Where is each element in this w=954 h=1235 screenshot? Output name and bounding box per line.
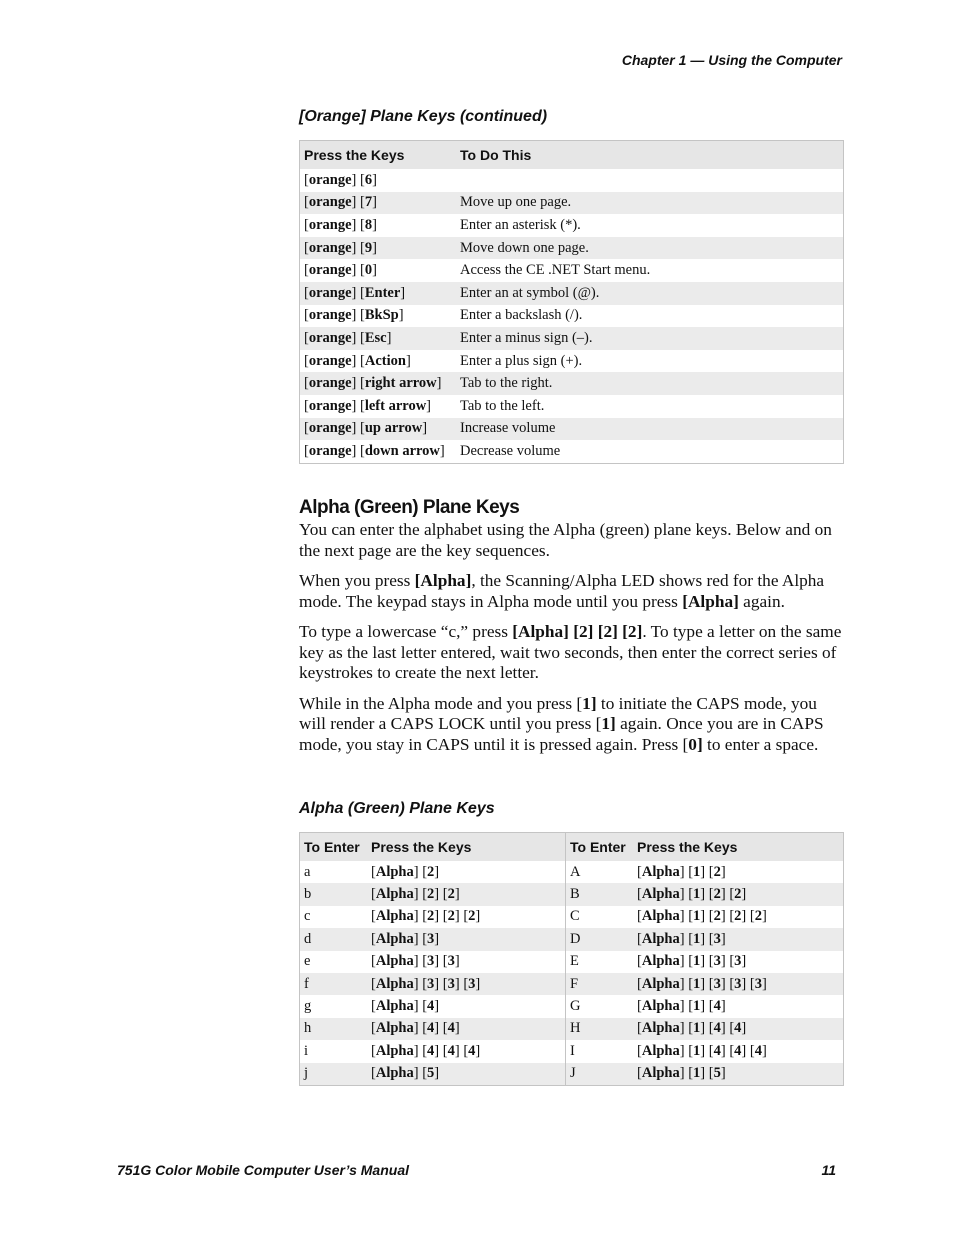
uppercase-keys-cell: [Alpha] [1] [4] bbox=[637, 998, 726, 1015]
action-cell: Enter a plus sign (+). bbox=[460, 352, 583, 369]
table-row bbox=[300, 1040, 844, 1062]
table-row bbox=[300, 327, 844, 350]
column-header-keys-lower: Press the Keys bbox=[367, 833, 566, 862]
action-cell: Increase volume bbox=[456, 418, 844, 441]
key-name: Alpha bbox=[375, 908, 414, 925]
key-name: 4 bbox=[713, 998, 721, 1015]
uppercase-letter-cell: J bbox=[566, 1063, 634, 1086]
table-row bbox=[300, 169, 844, 192]
running-head: Chapter 1 — Using the Computer bbox=[621, 52, 842, 68]
key-name: 7 bbox=[364, 194, 373, 211]
key-name: orange bbox=[308, 284, 352, 301]
action-cell: Move up one page. bbox=[456, 192, 844, 215]
key-name: 2 bbox=[447, 908, 455, 925]
uppercase-keys-cell: [Alpha] [1] [2] [2] [2] bbox=[637, 908, 767, 925]
key-name: 3 bbox=[427, 975, 435, 992]
action-cell: Enter an asterisk (*). bbox=[460, 216, 581, 233]
uppercase-letter-cell: H bbox=[566, 1018, 634, 1040]
key-name: Alpha bbox=[375, 1042, 414, 1059]
key-name: orange bbox=[308, 352, 352, 369]
key-combo-cell: [orange] [BkSp] bbox=[304, 307, 404, 324]
lowercase-keys-cell: [Alpha] [2] bbox=[367, 861, 566, 883]
key-name: 1 bbox=[693, 1020, 701, 1037]
table-row bbox=[300, 259, 844, 282]
key-name: Alpha bbox=[641, 886, 680, 903]
action-cell: Tab to the right. bbox=[456, 372, 844, 395]
uppercase-keys-cell: [Alpha] [1] [3] [3] bbox=[637, 953, 747, 970]
key-name: 3 bbox=[447, 975, 455, 992]
key-name: Alpha bbox=[375, 998, 414, 1015]
key-name: 4 bbox=[427, 1042, 435, 1059]
key-name: left arrow bbox=[364, 397, 427, 414]
key-name: 6 bbox=[364, 171, 373, 188]
lowercase-keys-cell: [Alpha] [2] [2] [2] bbox=[367, 906, 566, 928]
column-header-enter-lower: To Enter bbox=[300, 833, 368, 862]
key-name: Alpha bbox=[375, 886, 414, 903]
key-combo-cell: [orange] [7] bbox=[300, 192, 457, 215]
uppercase-letter-cell: F bbox=[566, 973, 634, 995]
lowercase-keys-cell: [Alpha] [4] bbox=[367, 995, 566, 1017]
key-name: Alpha bbox=[641, 863, 680, 880]
key-name: 3 bbox=[713, 930, 721, 947]
uppercase-letter-cell: E bbox=[570, 953, 579, 970]
key-name: Esc bbox=[364, 329, 387, 346]
uppercase-keys-cell: [Alpha] [1] [4] [4] bbox=[633, 1018, 844, 1040]
uppercase-letter-cell: C bbox=[570, 908, 580, 925]
key-name: 2 bbox=[427, 886, 435, 903]
lowercase-letter-cell: b bbox=[300, 883, 368, 905]
key-name: Alpha bbox=[641, 1065, 680, 1082]
key-name: 1 bbox=[693, 863, 701, 880]
lowercase-letter-cell: e bbox=[304, 953, 311, 970]
key-combo-cell: [orange] [8] bbox=[304, 216, 377, 233]
key-combo-cell: [orange] [Enter] bbox=[300, 282, 457, 305]
key-combo-cell: [orange] [Esc] bbox=[300, 327, 457, 350]
key-name: 4 bbox=[468, 1042, 476, 1059]
key-name: 1 bbox=[693, 908, 701, 925]
key-name: Alpha bbox=[375, 863, 414, 880]
uppercase-letter-cell: G bbox=[570, 998, 581, 1015]
key-name: 2 bbox=[734, 886, 742, 903]
key-name: orange bbox=[308, 194, 352, 211]
key-name: 2 bbox=[713, 886, 721, 903]
key-combo-cell: [orange] [0] bbox=[304, 262, 377, 279]
action-cell: Decrease volume bbox=[460, 442, 561, 459]
key-name: 1 bbox=[693, 998, 701, 1015]
key-name: orange bbox=[308, 397, 352, 414]
key-name: 0 bbox=[364, 262, 373, 279]
lowercase-keys-cell: [Alpha] [4] [4] bbox=[367, 1018, 566, 1040]
lowercase-keys-cell: [Alpha] [4] [4] [4] bbox=[367, 1040, 566, 1062]
lowercase-letter-cell: g bbox=[304, 998, 312, 1015]
key-name: Alpha bbox=[375, 953, 414, 970]
key-name: 4 bbox=[427, 1020, 435, 1037]
action-cell bbox=[456, 169, 844, 192]
lowercase-keys-cell: [Alpha] [3] [3] bbox=[367, 951, 566, 973]
action-cell: Enter an at symbol (@). bbox=[456, 282, 844, 305]
key-name: 3 bbox=[713, 975, 721, 992]
table-row bbox=[300, 951, 844, 973]
key-name: 1 bbox=[693, 1042, 701, 1059]
key-name: 4 bbox=[447, 1020, 455, 1037]
key-name: Alpha bbox=[375, 930, 414, 947]
column-header-keys-upper: Press the Keys bbox=[633, 833, 844, 862]
key-name: 3 bbox=[734, 975, 742, 992]
key-combo-cell: [orange] [left arrow] bbox=[304, 397, 432, 414]
key-name: 1 bbox=[693, 975, 701, 992]
key-name: 2 bbox=[713, 863, 721, 880]
uppercase-keys-cell: [Alpha] [1] [3] bbox=[633, 928, 844, 950]
lowercase-keys-cell: [Alpha] [5] bbox=[367, 1063, 566, 1086]
key-name: 3 bbox=[468, 975, 476, 992]
key-name: 1 bbox=[693, 1065, 701, 1082]
key-combo-cell: [orange] [up arrow] bbox=[300, 418, 457, 441]
key-name: 2 bbox=[427, 908, 435, 925]
key-name: Alpha bbox=[641, 1020, 680, 1037]
uppercase-keys-cell: [Alpha] [1] [2] [2] bbox=[633, 883, 844, 905]
key-name: Alpha bbox=[641, 953, 680, 970]
lowercase-keys-cell: [Alpha] [3] bbox=[367, 928, 566, 950]
uppercase-keys-cell: [Alpha] [1] [3] [3] [3] bbox=[633, 973, 844, 995]
table-row bbox=[300, 883, 844, 905]
key-name: 3 bbox=[754, 975, 762, 992]
table-header-row bbox=[300, 833, 844, 862]
table-row bbox=[300, 395, 844, 418]
key-name: Alpha bbox=[375, 975, 414, 992]
key-name: 1 bbox=[693, 930, 701, 947]
table-row bbox=[300, 237, 844, 260]
key-name: down arrow bbox=[364, 442, 440, 459]
key-name: 3 bbox=[427, 953, 435, 970]
key-name: 2 bbox=[468, 908, 476, 925]
key-name: 1 bbox=[693, 886, 701, 903]
key-name: 4 bbox=[713, 1020, 721, 1037]
table-row bbox=[300, 372, 844, 395]
action-cell: Move down one page. bbox=[456, 237, 844, 260]
table-row bbox=[300, 995, 844, 1017]
key-name: 4 bbox=[734, 1020, 742, 1037]
uppercase-keys-cell: [Alpha] [1] [5] bbox=[633, 1063, 844, 1086]
key-name: Alpha bbox=[375, 1020, 414, 1037]
column-header-action: To Do This bbox=[456, 141, 844, 170]
table-row bbox=[300, 192, 844, 215]
body-text bbox=[299, 520, 844, 765]
key-name: 4 bbox=[713, 1042, 721, 1059]
key-name: orange bbox=[308, 420, 352, 437]
key-name: orange bbox=[308, 329, 352, 346]
key-name: Alpha bbox=[641, 908, 680, 925]
key-name: 3 bbox=[713, 953, 721, 970]
key-name: 2 bbox=[447, 886, 455, 903]
key-name: 5 bbox=[713, 1065, 721, 1082]
uppercase-letter-cell: D bbox=[566, 928, 634, 950]
key-combo-cell: [orange] [Action] bbox=[304, 352, 411, 369]
key-name: orange bbox=[308, 375, 352, 392]
table-row bbox=[300, 418, 844, 441]
key-name: BkSp bbox=[364, 307, 399, 324]
alpha-plane-keys-table bbox=[299, 832, 844, 1086]
lowercase-letter-cell: d bbox=[300, 928, 368, 950]
key-name: 4 bbox=[447, 1042, 455, 1059]
paragraph-intro: You can enter the alphabet using the Alpha (green) plane keys. Below and on the next page are the key sequences. bbox=[299, 520, 832, 560]
uppercase-letter-cell: I bbox=[570, 1042, 575, 1059]
key-name: 9 bbox=[364, 239, 373, 256]
action-cell: Enter a minus sign (–). bbox=[456, 327, 844, 350]
key-name: 1 bbox=[693, 953, 701, 970]
footer-page-number: 11 bbox=[821, 1162, 836, 1178]
key-combo-cell: [orange] [6] bbox=[304, 171, 377, 188]
key-name: orange bbox=[308, 262, 352, 279]
key-name: Alpha bbox=[641, 975, 680, 992]
table-row bbox=[300, 928, 844, 950]
paragraph-caps: While in the Alpha mode and you press [1] to initiate the CAPS mode, you will render a CAPS LOCK until you press [1] again. Once you are in CAPS mode, you stay in CAPS until it is pressed again. Press [0] to enter a space. bbox=[299, 693, 824, 754]
key-name: Alpha bbox=[375, 1065, 414, 1082]
key-name: orange bbox=[308, 442, 352, 459]
lowercase-keys-cell: [Alpha] [2] [2] bbox=[367, 883, 566, 905]
key-name: Alpha bbox=[641, 1042, 680, 1059]
key-name: right arrow bbox=[364, 375, 437, 392]
key-name: 3 bbox=[447, 953, 455, 970]
key-name: 3 bbox=[734, 953, 742, 970]
key-name: 4 bbox=[427, 998, 435, 1015]
key-name: Alpha bbox=[641, 930, 680, 947]
key-name: orange bbox=[308, 239, 352, 256]
key-name: 3 bbox=[427, 930, 435, 947]
uppercase-keys-cell: [Alpha] [1] [2] bbox=[637, 863, 726, 880]
table-row bbox=[300, 305, 844, 328]
key-combo-cell: [orange] [down arrow] bbox=[304, 442, 445, 459]
key-name: 4 bbox=[754, 1042, 762, 1059]
footer-manual-title: 751G Color Mobile Computer User’s Manual bbox=[117, 1162, 409, 1178]
action-cell: Enter a backslash (/). bbox=[460, 307, 583, 324]
key-name: 2 bbox=[754, 908, 762, 925]
alpha-table-caption: Alpha (Green) Plane Keys bbox=[299, 800, 495, 817]
table-row bbox=[300, 350, 844, 373]
key-name: Enter bbox=[364, 284, 401, 301]
key-name: 8 bbox=[364, 216, 373, 233]
key-combo-cell: [orange] [9] bbox=[300, 237, 457, 260]
paragraph-led: When you press [Alpha], the Scanning/Alpha LED shows red for the Alpha mode. The keypad stays in Alpha mode until you press [Alpha] again. bbox=[299, 571, 825, 611]
table-row bbox=[300, 1063, 844, 1086]
key-name: orange bbox=[308, 171, 352, 188]
orange-plane-keys-table bbox=[299, 140, 844, 464]
lowercase-letter-cell: h bbox=[300, 1018, 368, 1040]
table-row bbox=[300, 861, 844, 883]
table-row bbox=[300, 214, 844, 237]
orange-table-caption: [Orange] Plane Keys (continued) bbox=[299, 108, 548, 125]
section-heading: Alpha (Green) Plane Keys bbox=[299, 497, 520, 518]
key-name: up arrow bbox=[364, 420, 423, 437]
lowercase-letter-cell: j bbox=[300, 1063, 368, 1086]
key-name: orange bbox=[308, 216, 352, 233]
table-row bbox=[300, 973, 844, 995]
column-header-keys: Press the Keys bbox=[300, 141, 457, 170]
uppercase-keys-cell: [Alpha] [1] [4] [4] [4] bbox=[637, 1042, 767, 1059]
key-name: 2 bbox=[734, 908, 742, 925]
lowercase-letter-cell: a bbox=[304, 863, 311, 880]
lowercase-letter-cell: c bbox=[304, 908, 311, 925]
key-combo-cell: [orange] [right arrow] bbox=[300, 372, 457, 395]
uppercase-letter-cell: A bbox=[570, 863, 581, 880]
key-name: 2 bbox=[713, 908, 721, 925]
key-name: 2 bbox=[427, 863, 435, 880]
action-cell: Tab to the left. bbox=[460, 397, 545, 414]
key-name: orange bbox=[308, 307, 352, 324]
paragraph-lowercase: To type a lowercase “c,” press [Alpha] [2] [2] [2]. To type a letter on the same key as the last letter entered, wait two seconds, then enter the correct series of keystrokes to create the next letter. bbox=[299, 622, 842, 682]
key-name: Action bbox=[364, 352, 406, 369]
uppercase-letter-cell: B bbox=[566, 883, 634, 905]
table-header-row bbox=[300, 141, 844, 170]
table-row bbox=[300, 1018, 844, 1040]
table-row bbox=[300, 906, 844, 928]
lowercase-keys-cell: [Alpha] [3] [3] [3] bbox=[367, 973, 566, 995]
key-name: 4 bbox=[734, 1042, 742, 1059]
action-cell: Access the CE .NET Start menu. bbox=[460, 262, 651, 279]
lowercase-letter-cell: i bbox=[304, 1042, 309, 1059]
key-name: Alpha bbox=[641, 998, 680, 1015]
table-row bbox=[300, 440, 844, 463]
lowercase-letter-cell: f bbox=[300, 973, 368, 995]
column-header-enter-upper: To Enter bbox=[566, 833, 634, 862]
key-name: 5 bbox=[427, 1065, 435, 1082]
table-row bbox=[300, 282, 844, 305]
